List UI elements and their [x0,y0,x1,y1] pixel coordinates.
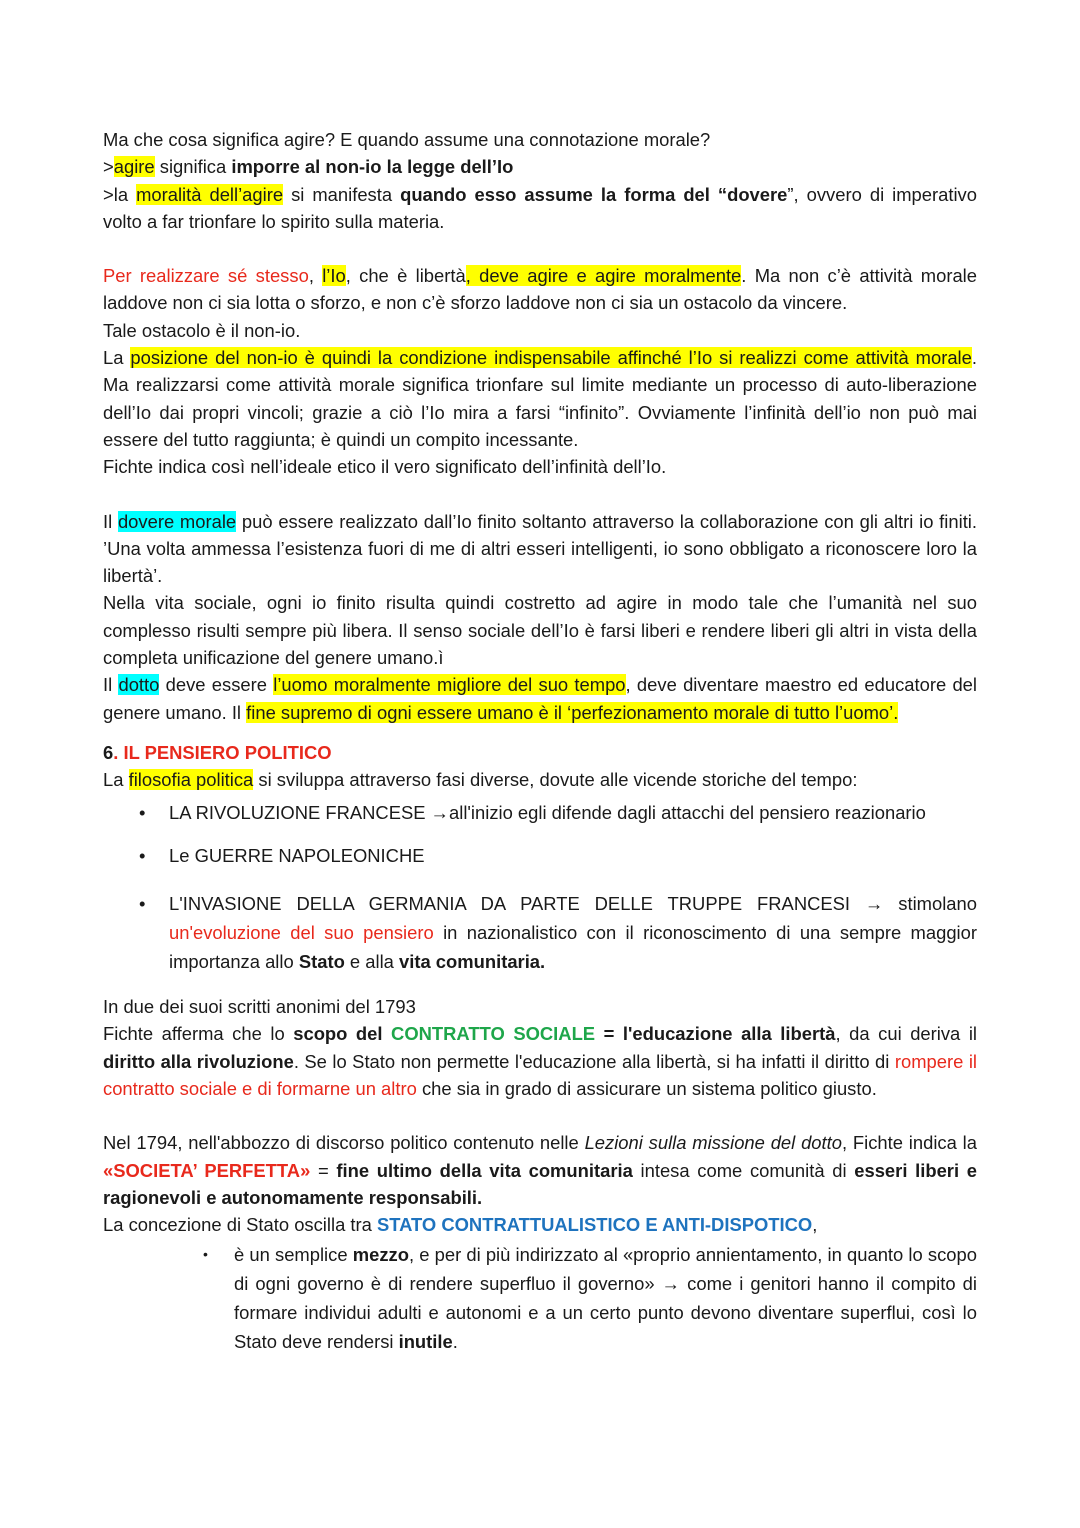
section-title: . IL PENSIERO POLITICO [113,741,332,763]
red-evoluzione: un'evoluzione del suo pensiero [169,922,434,944]
highlight-io: l’Io [322,265,346,287]
section-intro: La filosofia politica si sviluppa attraverso fasi diverse, dovute alle vicende storiche del tempo: [103,769,858,791]
definition-moralita: >la moralità dell’agire si manifesta quando esso assume la forma del “dovere”, ovvero di imperativo volto a far trionfare lo spirito sulla materia. [103,183,977,232]
red-realizzare: Per realizzare sé stesso [103,265,309,287]
paragraph-1794: Nel 1794, nell'abbozzo di discorso politico contenuto nelle Lezioni sulla missione del dotto, Fichte indica la «SOCIETA’ PERFETTA» = fine ultimo della vita comunitaria intesa come comunità di esseri liberi e ragionevoli e autonomamente responsabili. [103,1132,977,1208]
section-heading: 6. IL PENSIERO POLITICO [103,741,332,763]
question-line: Ma che cosa significa agire? E quando assume una connotazione morale? [103,129,711,150]
list-item: • Le GUERRE NAPOLEONICHE [169,842,977,869]
paragraph-realizzare: Per realizzare sé stesso, l’Io, che è libertà, deve agire e agire moralmente. Ma non c’è attività morale laddove non ci sia lotta o sforzo, e non c’è sforzo laddove non ci sia un ostacolo da vincere. [103,265,977,314]
highlight-moralita: moralità dell’agire [136,183,284,205]
stato-list [103,1240,977,1357]
paragraph-dovere-morale: Il dovere morale può essere realizzato dall’Io finito soltanto attraverso la collaborazione con gli altri io finiti. ’Una volta ammessa l’esistenza fuori di me di altri esseri intelligenti, io sono obbligato a riconoscere loro la libertà’. [103,510,977,587]
paragraph-posizione: La posizione del non-io è quindi la condizione indispensabile affinché l’Io si realizzi come attività morale. Ma realizzarsi come attività morale significa trionfare sul limite mediante un processo di auto-liberazione dell’Io dai propri vincoli; grazie a ciò l’Io mira a farsi “infinito”. Ovviamente l’infinità dell’io non può mai essere del tutto raggiunta; è quindi un compito incessante. [103,347,977,450]
red-rompere: rompere il contratto sociale e di formarne un altro [103,1050,977,1100]
paragraph-dotto: Il dotto deve essere l’uomo moralmente migliore del suo tempo, deve diventare maestro ed educatore del genere umano. Il fine supremo di ogni essere umano è il ‘perfezionamento morale di tutto l’uomo’. [103,674,978,723]
scritti-line: In due dei suoi scritti anonimi del 1793 [103,996,416,1018]
red-societa-perfetta: «SOCIETA’ PERFETTA» [103,1159,311,1181]
phases-list [103,799,977,977]
highlight-filosofia-politica: filosofia politica [128,769,254,791]
green-contratto-sociale: CONTRATTO SOCIALE [391,1023,596,1045]
list-item: • L'INVASIONE DELLA GERMANIA DA PARTE DELLE TRUPPE FRANCESI → stimolano un'evoluzione del suo pensiero in nazionalistico con il riconoscimento di una sempre maggior importanza allo Stato e alla vita comunitaria. [169,889,977,976]
cyan-dovere-morale: dovere morale [117,510,237,532]
highlight-agire: agire [113,156,155,178]
paragraph-contratto: Fichte afferma che lo scopo del CONTRATTO SOCIALE = l'educazione alla libertà, da cui deriva il diritto alla rivoluzione. Se lo Stato non permette l'educazione alla libertà, si ha infatti il diritto di rompere il contratto sociale e di formarne un altro che sia in grado di assicurare un sistema politico giusto. [103,1023,978,1100]
paragraph-vita-sociale: Nella vita sociale, ogni io finito risulta quindi costretto ad agire in modo tale che l’umanità nel suo complesso risulti sempre più libera. Il senso sociale dell’Io è farsi liberi e rendere liberi gli altri in vista della completa unificazione del genere umano.ì [103,592,977,669]
highlight-fine-supremo: fine supremo di ogni essere umano è il ‘perfezionamento morale di tutto l’uomo’. [246,701,899,723]
highlight-posizione: posizione del non-io è quindi la condizione indispensabile affinché l’Io si realizzi come attività morale [130,347,972,369]
ostacolo-line: Tale ostacolo è il non-io. [103,319,301,341]
document-page [103,126,977,1356]
fichte-ideale-line: Fichte indica così nell’ideale etico il vero significato dell’infinità dell’Io. [103,456,667,478]
italic-lezioni: Lezioni sulla missione del dotto [584,1132,842,1154]
cyan-dotto: dotto [118,674,160,696]
list-item: • è un semplice mezzo, e per di più indirizzato al «proprio annientamento, in quanto lo scopo di ogni governo è di rendere superfluo il governo» → come i genitori hanno il compito di formare individui adulti e autonomi e a un certo punto devono diventare superflui, così lo Stato deve rendersi inutile. [234,1240,977,1357]
concezione-stato-line: La concezione di Stato oscilla tra STATO CONTRATTUALISTICO E ANTI-DISPOTICO, [103,1214,818,1236]
bold-dovere: quando esso assume la forma del “dovere [400,183,788,205]
highlight-uomo-migliore: l’uomo moralmente migliore del suo tempo [273,674,626,696]
blue-stato-contrattualistico: STATO CONTRATTUALISTICO E ANTI-DISPOTICO [376,1214,813,1236]
bold-imporre: imporre al non-io la legge dell’Io [231,156,514,178]
list-item: • LA RIVOLUZIONE FRANCESE →all'inizio egli difende dagli attacchi del pensiero reazionario [169,799,977,826]
definition-agire: >agire significa imporre al non-io la legge dell’Io [103,156,514,178]
highlight-agire-moralmente: , deve agire e agire moralmente [465,265,742,287]
